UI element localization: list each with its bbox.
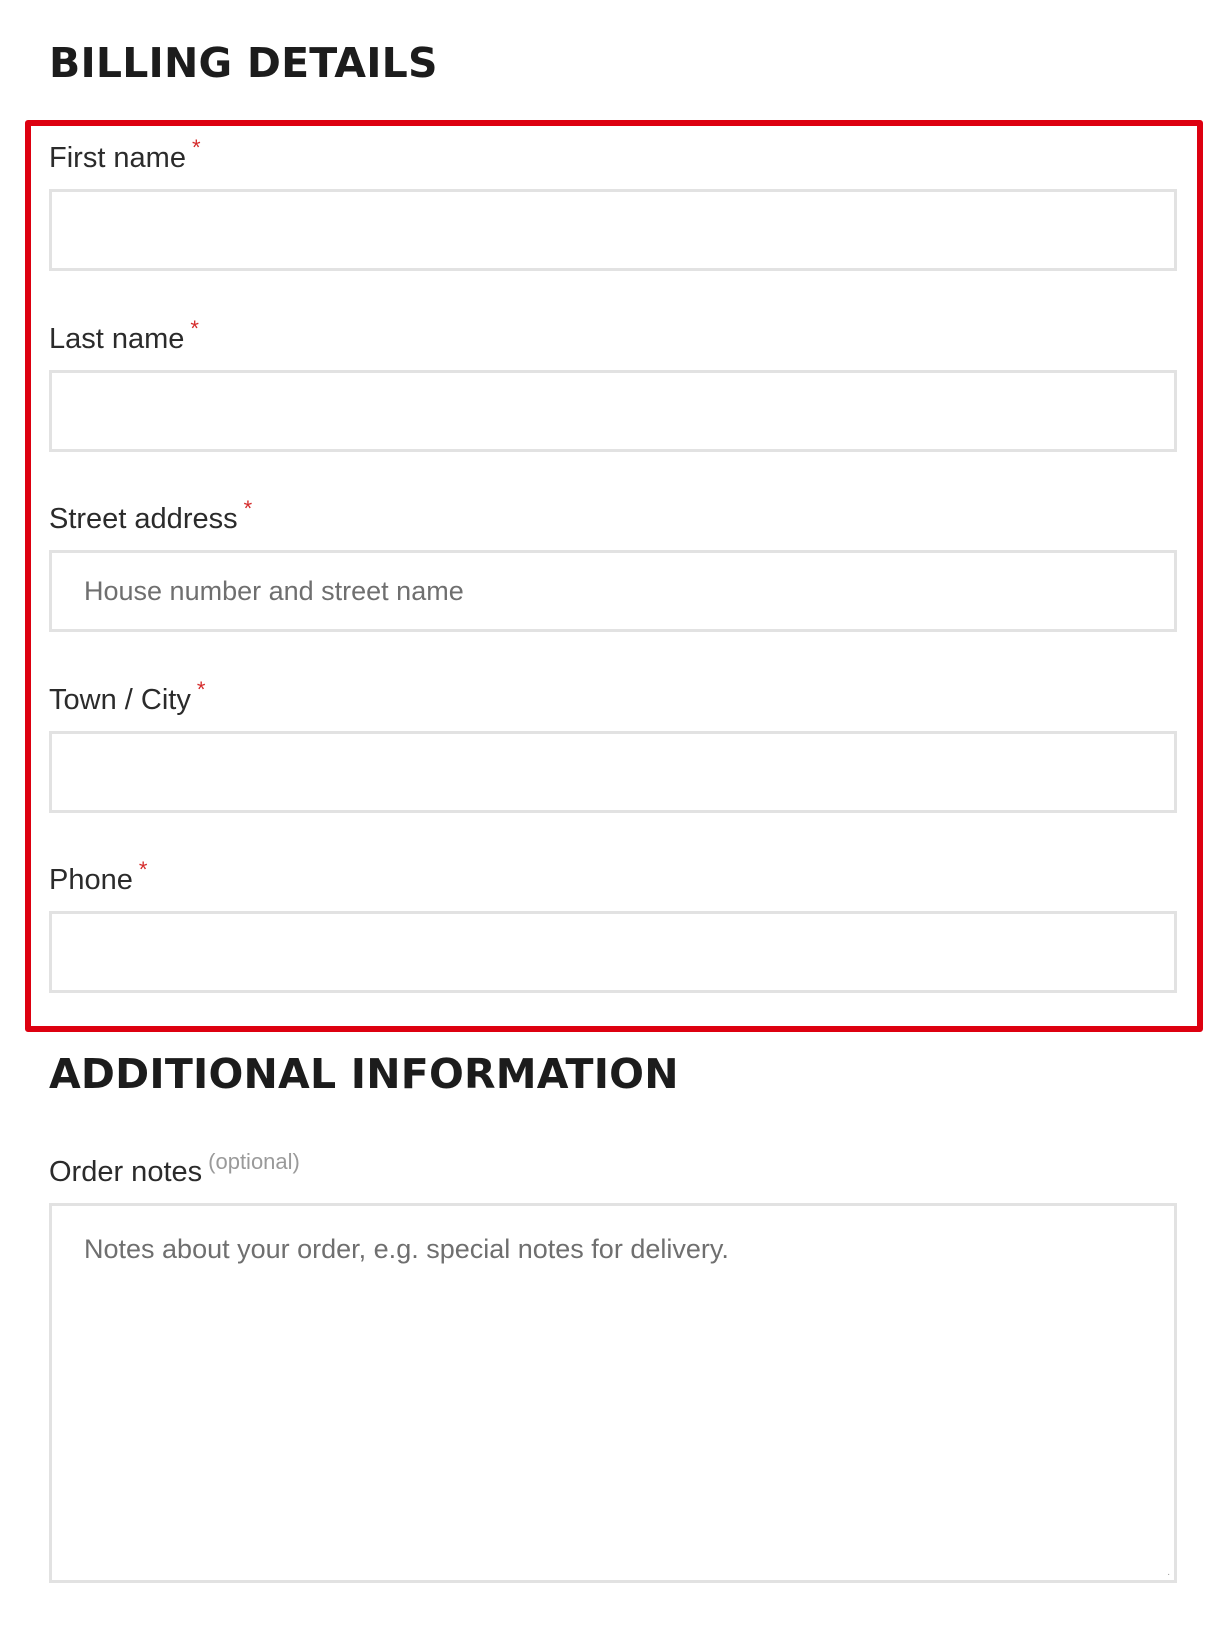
street-address-label — [49, 496, 253, 535]
first-name-label — [49, 135, 201, 174]
required-asterisk: * — [191, 135, 201, 160]
first-name-input[interactable] — [49, 189, 1177, 271]
phone-label-text: Phone — [49, 864, 133, 896]
required-asterisk: * — [190, 316, 199, 341]
phone-input[interactable] — [49, 911, 1177, 993]
street-address-label-text: Street address — [49, 503, 238, 535]
order-notes-label — [49, 1149, 300, 1188]
resize-grip-icon[interactable]: · — [1167, 1569, 1171, 1580]
required-asterisk: * — [138, 857, 148, 882]
required-asterisk: * — [196, 677, 206, 702]
phone-label — [49, 857, 148, 896]
last-name-label-text: Last name — [49, 323, 185, 355]
last-name-input[interactable] — [49, 370, 1177, 452]
optional-tag: (optional) — [208, 1149, 300, 1174]
town-city-label — [49, 677, 206, 716]
last-name-label — [49, 316, 199, 355]
additional-information-heading: ADDITIONAL INFORMATION — [49, 1050, 679, 1098]
required-asterisk: * — [243, 496, 253, 521]
order-notes-label-text: Order notes — [49, 1156, 203, 1188]
town-city-input[interactable] — [49, 731, 1177, 813]
billing-details-heading: BILLING DETAILS — [49, 39, 438, 87]
street-address-input[interactable] — [49, 550, 1177, 632]
first-name-label-text: First name — [49, 142, 186, 174]
town-city-label-text: Town / City — [49, 684, 191, 716]
order-notes-textarea[interactable] — [49, 1203, 1177, 1583]
